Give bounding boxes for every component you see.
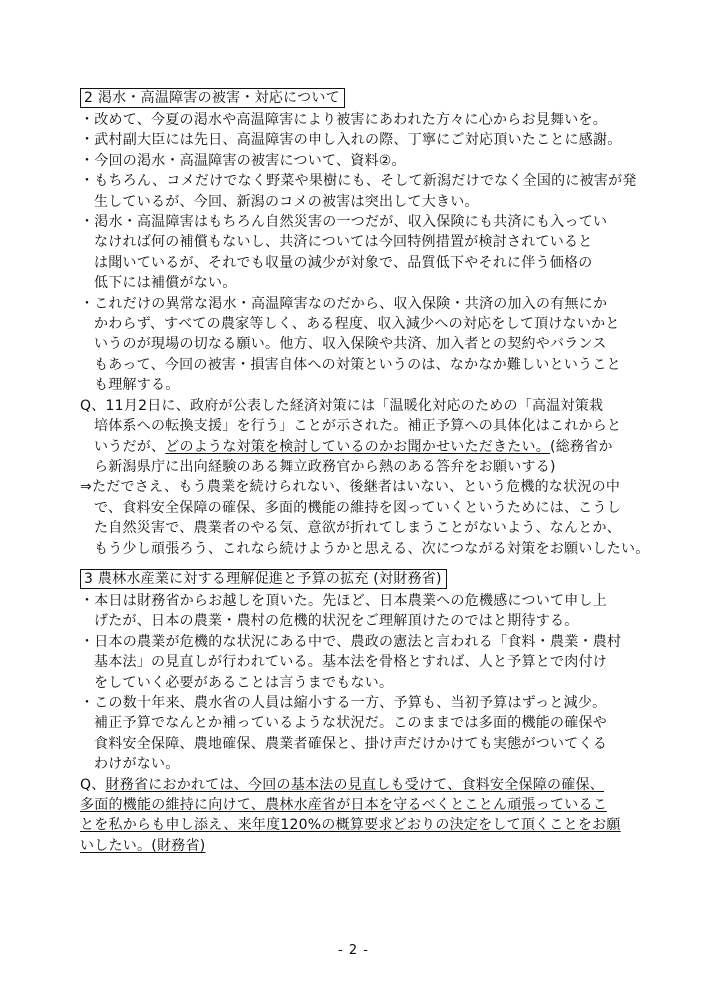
section-2-bullet-5-cont: 低下には補償がない。 bbox=[94, 275, 237, 292]
question-prefix: Q、 bbox=[80, 776, 106, 793]
section-3-bullet-3-cont: 補正予算でなんとか補っているような状況だ。このままでは多面的機能の確保や bbox=[94, 715, 607, 732]
section-2-heading: 2 渇水・高温障害の被害・対応について bbox=[80, 88, 345, 108]
section-3-bullet-3-cont: わけがない。 bbox=[94, 756, 180, 773]
section-3-question-cont bbox=[80, 836, 640, 856]
section-3-bullet-3-cont: 食料安全保障、農地確保、農業者確保と、掛け声だけかけても実態がついてくる bbox=[94, 735, 607, 752]
section-2-bullet-6-cont: かわらず、すべての農家等しく、ある程度、収入減少への対応をして頂けないかと bbox=[94, 316, 620, 333]
section-2-question-cont: 培体系への転換支援」を行う」ことが示された。補正予算への具体化はこれからと bbox=[94, 418, 622, 435]
section-2-bullet-2: ・武村副大臣には先日、高温障害の申し入れの際、丁寧にご対応頂いたことに感謝。 bbox=[80, 132, 622, 149]
section-2-request: ⇒ただでさえ、もう農業を続けられない、後継者はいない、という危機的な状況の中 bbox=[80, 479, 621, 496]
section-3 bbox=[80, 569, 640, 591]
question-note: (総務省か bbox=[550, 438, 613, 455]
section-2-bullet-6-cont: もあって、今回の被害・損害自体への対策というのは、なかなか難しいということ bbox=[94, 356, 621, 373]
section-2-question-cont bbox=[80, 437, 640, 457]
question-request: とを私からも申し添え、来年度120%の概算要求どおりの決定をして頂くことをお願 bbox=[80, 817, 621, 834]
section-2-bullet-4: ・もちろん、コメだけでなく野菜や果樹にも、そして新潟だけでなく全国的に被害が発 bbox=[80, 173, 637, 190]
section-2-bullet-5-cont: は聞いているが、それでも収量の減少が対象で、品質低下やそれに伴う価格の bbox=[94, 254, 593, 271]
question-request: いしたい。(財務省) bbox=[80, 837, 206, 854]
section-3-question bbox=[80, 775, 640, 795]
section-2-bullet-5: ・渇水・高温障害はもちろん自然災害の一つだが、収入保険にも共済にも入ってい bbox=[80, 214, 608, 231]
section-spacer bbox=[80, 559, 640, 569]
question-request: 財務省におかれては、今回の基本法の見直しも受けて、食料安全保障の確保、 bbox=[105, 776, 604, 793]
section-3-bullet-3: ・この数十年来、農水省の人員は縮小する一方、予算も、当初予算はずっと減少。 bbox=[80, 694, 607, 711]
question-request: どのような対策を検討しているのかお聞かせいただきたい。 bbox=[165, 438, 550, 455]
section-2-bullet-4-cont: 生しているが、今回、新潟のコメの被害は突出して大きい。 bbox=[94, 193, 479, 210]
section-2-request-cont: もう少し頑張ろう、これなら続けようかと思える、次につながる対策をお願いしたい。 bbox=[94, 540, 650, 557]
question-request: 多面的機能の維持に向けて、農林水産省が日本を守るべくとことん頑張っているこ bbox=[80, 797, 607, 813]
section-3-bullet-2-cont: をしていく必要があることは言うまでもない。 bbox=[94, 674, 394, 691]
section-2-bullet-6: ・これだけの異常な渇水・高温障害なのだから、収入保険・共済の加入の有無にか bbox=[80, 295, 608, 312]
section-3-bullet-2: ・日本の農業が危機的な状況にある中で、農政の憲法と言われる「食料・農業・農村 bbox=[80, 633, 622, 650]
section-2-request-cont: で、食料安全保障の確保、多面的機能の維持を図っていくというためには、こうし bbox=[94, 499, 621, 516]
section-3-bullet-1: ・本日は財務省からお越しを頂いた。先ほど、日本農業への危機感について申し上 bbox=[80, 592, 607, 609]
section-3-bullet-2-cont: 基本法」の見直しが行われている。基本法を骨格とすれば、人と予算とで肉付け bbox=[94, 654, 607, 671]
section-3-question-cont bbox=[80, 815, 640, 835]
section-3-question-cont bbox=[80, 795, 640, 815]
section-3-heading: 3 農林水産業に対する理解促進と予算の拡充 (対財務省) bbox=[80, 569, 447, 589]
section-2-question: Q、11月2日に、政府が公表した経済対策には「温暖化対応のための「高温対策栽 bbox=[80, 397, 604, 414]
section-2-bullet-5-cont: なければ何の補償もないし、共済については今回特例措置が検討されていると bbox=[94, 234, 593, 251]
section-2-request-cont: た自然災害で、農業者のやる気、意欲が折れてしまうことがないよう、なんとか、 bbox=[94, 520, 621, 537]
section-2-bullet-6-cont: も理解する。 bbox=[94, 377, 180, 394]
section-2-bullet-6-cont: いうのが現場の切なる願い。他方、収入保険や共済、加入者との契約やバランス bbox=[94, 336, 607, 353]
section-2-bullet-3: ・今回の渇水・高温障害の被害について、資料②。 bbox=[80, 152, 406, 169]
section-2-question-cont: ら新潟県庁に出向経験のある舞立政務官から熱のある答弁をお願いする) bbox=[94, 458, 556, 475]
page-number: - 2 - bbox=[338, 943, 369, 958]
section-3-bullet-1-cont: げたが、日本の農業・農村の危機的状況をご理解頂けたのではと期待する。 bbox=[94, 613, 579, 630]
section-2 bbox=[80, 88, 640, 110]
question-lead: いうだが、 bbox=[94, 438, 166, 455]
document-page bbox=[80, 88, 650, 856]
section-2-bullet-1: ・改めて、今夏の渇水や高温障害により被害にあわれた方々に心からお見舞いを。 bbox=[80, 112, 607, 128]
